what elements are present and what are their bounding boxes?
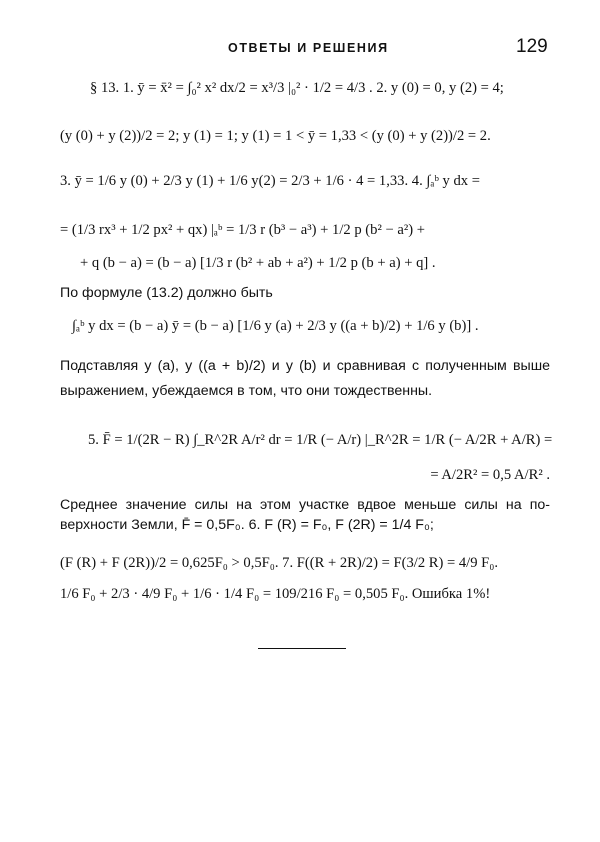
substitution-text-line: Подставляя y (a), y ((a + b)/2) и y (b) и сравнивая с полученным выше <box>60 358 550 374</box>
solution-13-7-result-line: 1/6 F₀ + 2/3 · 4/9 F₀ + 1/6 · 1/4 F₀ = 109/216 F₀ = 0,505 F₀. Ошибка 1%! <box>60 586 491 602</box>
conclusion-text-line: выражением, убеждаемся в том, что они тождественны. <box>60 383 433 399</box>
solution-13-7-line: (F (R) + F (2R))/2 = 0,625F₀ > 0,5F₀. 7. F((R + 2R)/2) = F(3/2 R) = 4/9 F₀. <box>60 555 499 571</box>
solution-13-4-result-line: + q (b − a) = (b − a) [1/3 r (b² + ab + a²) + 1/2 p (b + a) + q] . <box>80 255 436 271</box>
solution-13-6-line: верхности Земли, F̄ = 0,5F₀. 6. F (R) = F₀, F (2R) = 1/4 F₀; <box>60 517 434 533</box>
page-header <box>0 38 600 62</box>
page-number: 129 <box>516 36 548 57</box>
formula-reference-line: По формуле (13.2) должно быть <box>60 285 273 301</box>
running-head: ОТВЕТЫ И РЕШЕНИЯ <box>228 41 389 55</box>
solution-13-5-result-line: = A/2R² = 0,5 A/R² . <box>430 467 550 483</box>
solution-13-5-line: 5. F̄ = 1/(2R − R) ∫_R^2R A/r² dr = 1/R (− A/r) |_R^2R = 1/R (− A/2R + A/R) = <box>88 432 553 448</box>
solution-13-3-line: 3. ȳ = 1/6 y (0) + 2/3 y (1) + 1/6 y(2) = 2/3 + 1/6 · 4 = 1,33. 4. ∫ₐᵇ y dx = <box>60 173 480 189</box>
average-force-text-line: Среднее значение силы на этом участке вдвое меньше силы на по- <box>60 497 550 513</box>
simpson-formula-line: ∫ₐᵇ y dx = (b − a) ȳ = (b − a) [1/6 y (a) + 2/3 y ((a + b)/2) + 1/6 y (b)] . <box>72 318 479 334</box>
solution-13-1-line: § 13. 1. ȳ = x̄² = ∫₀² x² dx/2 = x³/3 |₀² · 1/2 = 4/3 . 2. y (0) = 0, y (2) = 4; <box>90 80 504 96</box>
end-rule <box>258 648 346 649</box>
solution-13-4-integral-line: = (1/3 rx³ + 1/2 px² + qx) |ₐᵇ = 1/3 r (b³ − a³) + 1/2 p (b² − a²) + <box>60 222 425 238</box>
solution-13-2-line: (y (0) + y (2))/2 = 2; y (1) = 1; y (1) = 1 < ȳ = 1,33 < (y (0) + y (2))/2 = 2. <box>60 128 491 144</box>
